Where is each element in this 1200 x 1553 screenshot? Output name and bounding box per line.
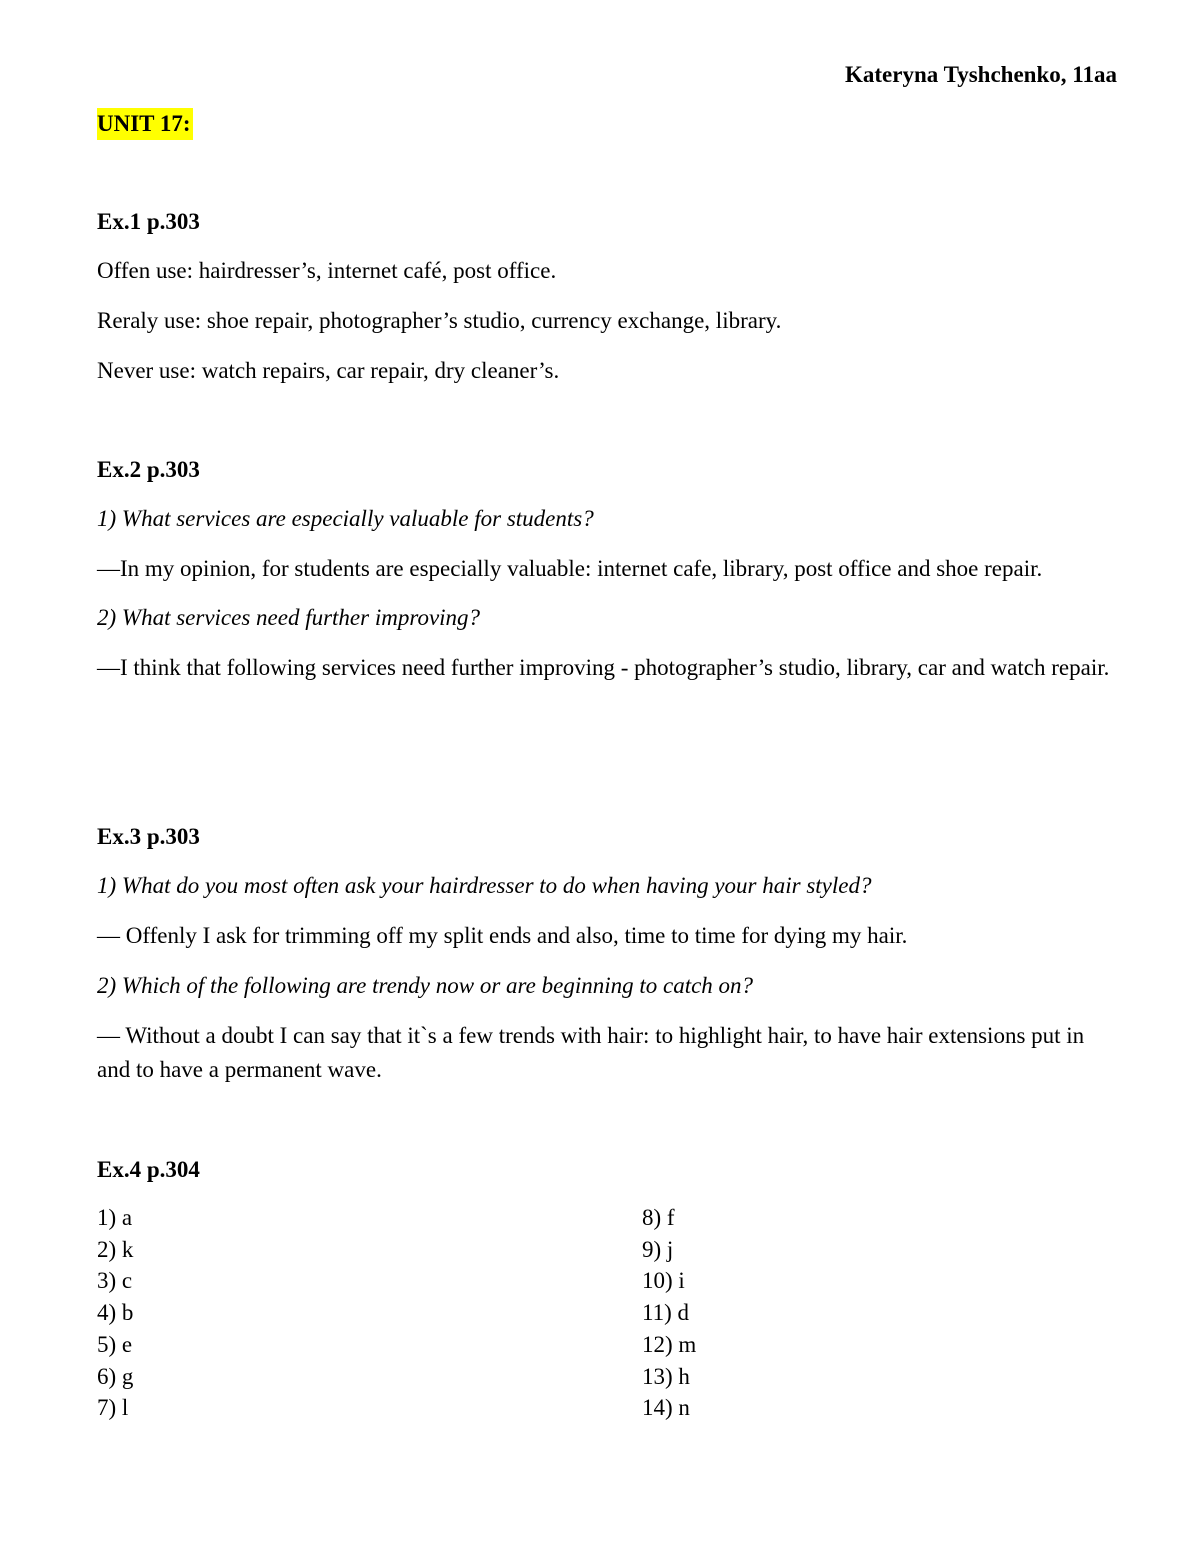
exercise-3-answer-2: — Without a doubt I can say that it`s a few trends with hair: to highlight hair, to have hair extensions put in and to have a permanent wave. [97,1023,1085,1082]
answer-item: 3) c [97,1268,133,1294]
exercise-1-never-use: Never use: watch repairs, car repair, dry cleaner’s. [97,358,560,383]
exercise-3-title: Ex.3 p.303 [97,824,200,849]
answer-item: 13) h [642,1363,690,1389]
exercise-2-question-1: 1) What services are especially valuable for students? [97,506,594,531]
answer-item: 6) g [97,1363,134,1389]
exercise-4-title: Ex.4 p.304 [97,1157,200,1182]
exercise-1-rarely-use: Reraly use: shoe repair, photographer’s studio, currency exchange, library. [97,308,782,333]
answer-item: 5) e [97,1331,133,1357]
answer-item: 9) j [642,1236,674,1262]
exercise-2-answer-2: —I think that following services need further improving - photographer’s studio, library, car and watch repair. [97,655,1110,680]
exercise-4 [97,1153,1117,1187]
answer-item: 14) n [642,1395,690,1421]
exercise-3-answer-1: — Offenly I ask for trimming off my split ends and also, time to time for dying my hair. [97,923,908,948]
exercise-3-question-1: 1) What do you most often ask your hairdresser to do when having your hair styled? [97,873,872,898]
exercise-2-question-2: 2) What services need further improving? [97,605,481,630]
answer-item: 11) d [642,1300,690,1326]
answer-item: 12) m [642,1331,697,1357]
answer-item: 8) f [642,1205,675,1230]
exercise-1-title: Ex.1 p.303 [97,209,200,234]
answer-item: 4) b [97,1300,134,1326]
answer-item: 7) l [97,1395,129,1421]
author-name: Kateryna Tyshchenko, 11aa [845,62,1117,87]
exercise-2 [97,453,1117,685]
unit-heading: UNIT 17: [97,108,193,140]
exercise-2-answer-1: —In my opinion, for students are especially valuable: internet cafe, library, post office and shoe repair. [97,556,1043,581]
answer-item: 1) a [97,1205,133,1230]
answers-column-right [642,1202,696,1424]
exercise-1 [97,205,1117,388]
exercise-2-title: Ex.2 p.303 [97,457,200,482]
exercise-1-often-use: Offen use: hairdresser’s, internet café, post office. [97,258,557,283]
exercise-3-question-2: 2) Which of the following are trendy now or are beginning to catch on? [97,973,754,998]
answer-item: 2) k [97,1236,134,1262]
answer-item: 10) i [642,1268,685,1294]
exercise-3 [97,820,1117,1087]
answers-column-left [97,1202,133,1424]
